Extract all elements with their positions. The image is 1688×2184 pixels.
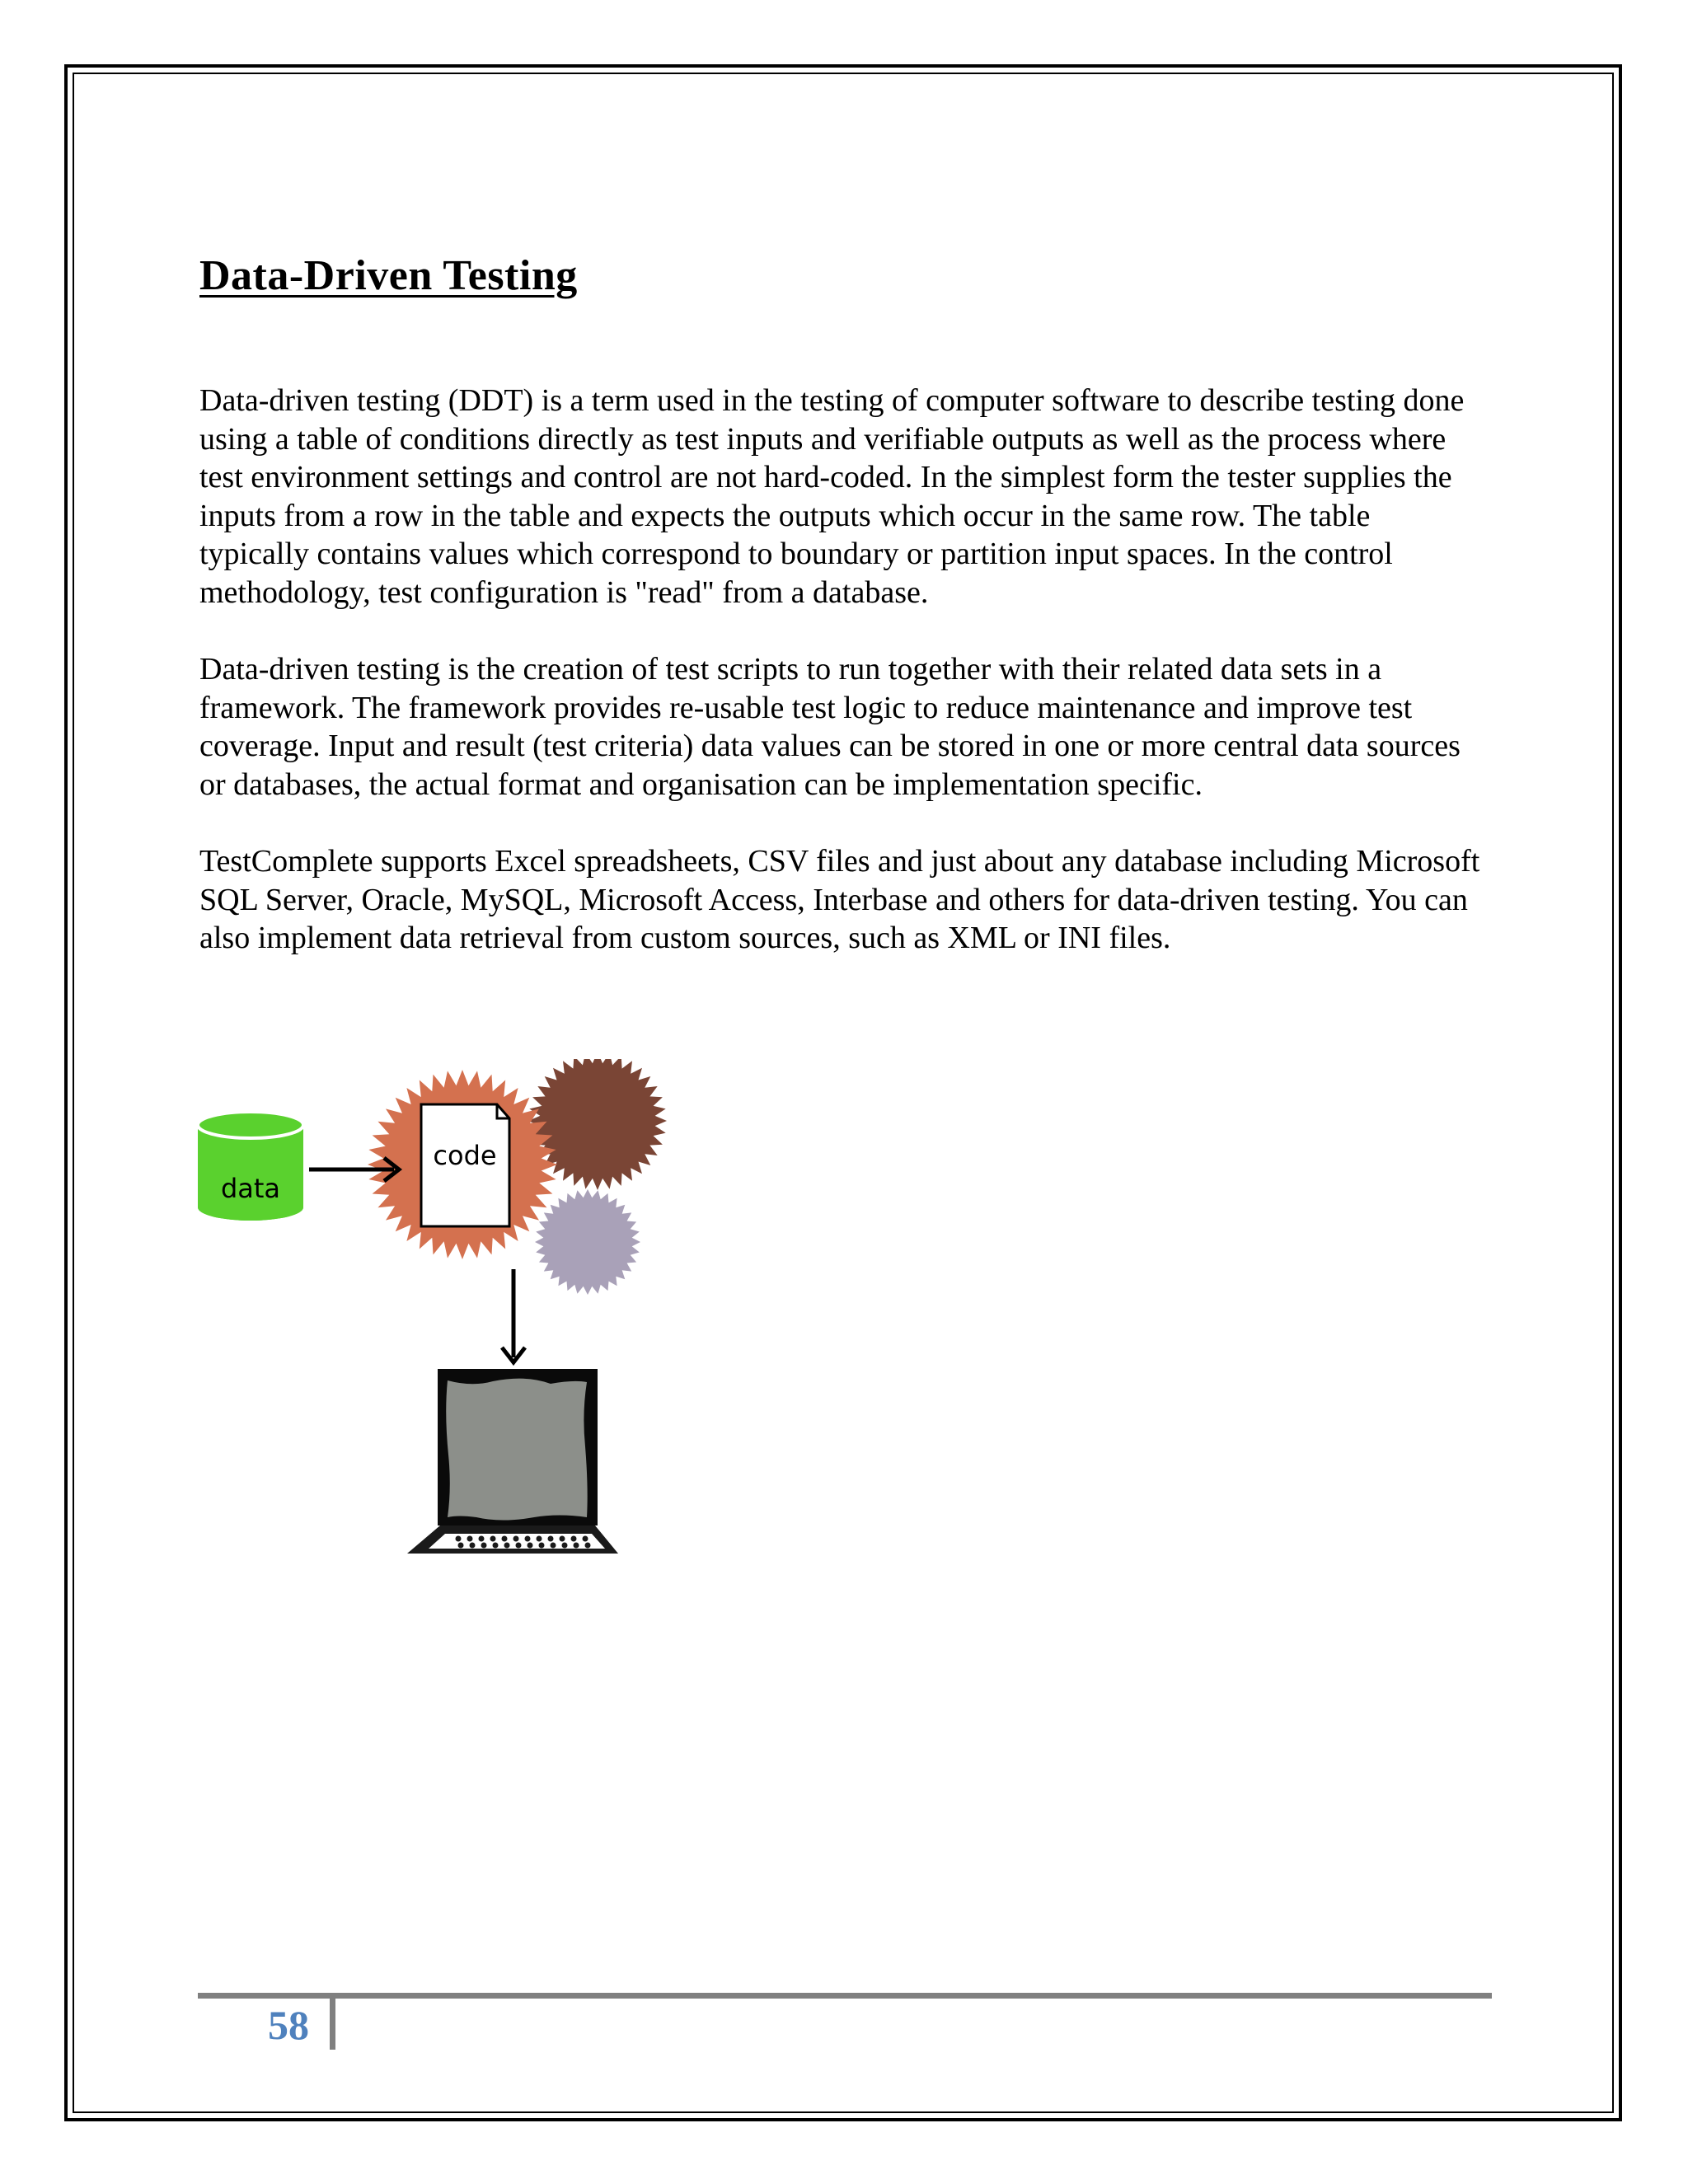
laptop-icon [407,1369,618,1554]
keyboard-key [528,1543,533,1549]
keyboard-key [539,1543,545,1549]
paragraph-ddt-framework: Data-driven testing is the creation of test scripts to run together with their related data sets in a framework. The framework provides re-usable test logic to reduce maintenance and improve test coverage. Input and result (test criteria) data values can be stored in one or more central data sources or databases, the actual format and organisation can be implementation specific. [199,652,1461,802]
keyboard-key [525,1536,531,1542]
paragraph-testcomplete-support: TestComplete supports Excel spreadsheets, CSV files and just about any database including Microsoft SQL Server, Oracle, MySQL, Microsoft Access, Interbase and others for data-driven testing. You can also implement data retrieval from custom sources, such as XML or INI files. [199,844,1480,955]
paragraph-ddt-definition: Data-driven testing (DDT) is a term used in the testing of computer software to describe testing done using a table of conditions directly as test inputs and verifiable outputs as well as the process where test environment settings and control are not hard-coded. In the simplest form the tester supplies the inputs from a row in the table and expects the outputs which occur in the same row. The table typically contains values which correspond to boundary or partition input spaces. In the control methodology, test configuration is "read" from a database. [199,383,1465,610]
arrow-right-icon [309,1158,399,1181]
page-number: 58 [268,2002,309,2048]
arrow-down-icon [502,1269,525,1362]
footer-rule [198,1993,1492,1999]
keyboard-key [537,1536,542,1542]
keyboard-key [490,1536,496,1542]
keyboard-key [574,1543,579,1549]
keyboard-key [583,1536,588,1542]
keyboard-key [585,1543,591,1549]
keyboard-key [516,1543,522,1549]
ddt-diagram [196,1059,699,1566]
dark-gear-icon [528,1059,667,1190]
code-label: code [433,1140,497,1171]
keyboard-key [467,1536,473,1542]
keyboard-key [481,1543,487,1549]
page-title: Data-Driven Testing [199,252,578,299]
body-text [199,382,1485,996]
keyboard-key [571,1536,577,1542]
database-icon [198,1112,303,1221]
keyboard-key [548,1536,554,1542]
keyboard-key [470,1543,476,1549]
keyboard-key [504,1543,510,1549]
keyboard-key [562,1543,568,1549]
keyboard-key [513,1536,519,1542]
keyboard-key [479,1536,485,1542]
code-document-icon [421,1104,509,1226]
keyboard-key [551,1543,556,1549]
light-gear-icon [535,1189,640,1295]
page-number-divider [330,1999,335,2050]
keyboard-key [493,1543,499,1549]
keyboard-key [502,1536,508,1542]
data-label: data [220,1173,281,1204]
keyboard-key [456,1536,462,1542]
keyboard-key [560,1536,565,1542]
keyboard-key [458,1543,464,1549]
